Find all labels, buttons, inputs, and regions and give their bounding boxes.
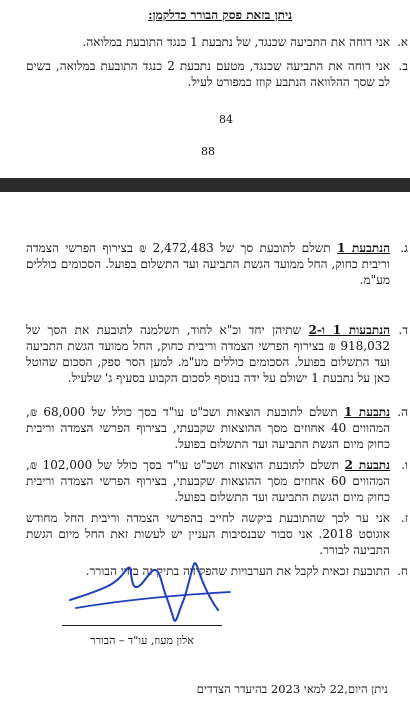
- arbitrator-name: אלון מעוז, עו"ד – הבורר: [90, 634, 194, 647]
- item-text: שתיהן יחד וכ"א לחוד, תשלמנה לתובעת את הסך של 918,032 ₪ בצירוף הפרשי הצמדה וריבית כחוק, החל ממועד הגשת התביעה ועד התשלום בפועל. הסכומים כוללים מע"מ. למען הסר ספק, הסכום שהוטל כאן על נתבעת 1 ישולם על ידה בנוסף לסכום הקבוע בסעיף ג' שלעיל.: [26, 323, 390, 385]
- given-date-line: ניתן היום,22 למאי 2023 בהיעדר הצדדים: [196, 682, 388, 696]
- item-label: ג.: [400, 241, 408, 255]
- item-label: ו.: [401, 458, 408, 472]
- ruling-item-a: [26, 34, 408, 50]
- page-divider: [0, 178, 410, 192]
- ruling-item-f: [26, 457, 408, 505]
- item-label: ז.: [400, 511, 408, 525]
- page-bottom: [0, 192, 410, 701]
- ruling-item-g: [26, 510, 408, 558]
- item-label: ב.: [398, 59, 408, 73]
- page-top: [0, 0, 410, 178]
- page-number: 84: [219, 113, 233, 126]
- item-party: נתבעת 2: [344, 458, 390, 472]
- ruling-item-b: [26, 58, 408, 90]
- item-text: אני דוחה את התביעה שכנגד, מטעם נתבעת 2 כנגד התובעת במלואה, בשים לב שסך ההלוואה הנתבע קוזז כמפורט לעיל.: [26, 59, 390, 89]
- item-text: תשלם לתובעת הוצאות ושכ"ט עו"ד בסך כולל של 102,000 ₪, המהווים 60 אחוזים מסך ההוצאות שקבעתי, בצירוף הפרשי הצמדה וריבית כחוק מיום הגשת התביעה ועד התשלום בפועל.: [26, 458, 391, 504]
- item-text: תשלם לתובעת סך של 2,472,483 ₪ בצירוף הפרשי הצמדה וריבית כחוק, החל ממועד הגשת התביעה ועד התשלום בפועל. הסכומים כוללים מע"מ.: [26, 241, 390, 287]
- ruling-item-d: [26, 322, 408, 386]
- item-text: אני ער לכך שהתובעת ביקשה לחייב בהפרשי הצמדה וריבית החל מחודש אוגוסט 2018. אני סבור שבנסיבות העניין יש לעשות זאת החל מיום הגשת התביעה לבורר.: [26, 511, 391, 557]
- item-label: ח.: [397, 564, 408, 578]
- item-text: אני דוחה את התביעה שכנגד, של נתבעת 1 כנגד התובעת במלואה.: [82, 35, 390, 49]
- item-label: ה.: [397, 405, 408, 419]
- ruling-item-e: [26, 404, 408, 452]
- signature-line: [62, 625, 222, 626]
- item-text: התובעת זכאית לקבל את הערבויות שהפקידה בתיק זה בידי הבורר.: [85, 564, 390, 578]
- item-party: נתבעת 1: [343, 405, 390, 419]
- item-party: הנתבעת 1: [336, 241, 391, 255]
- page-number: 88: [201, 145, 215, 158]
- item-party: הנתבעות 1 ו-2: [308, 323, 391, 337]
- ruling-heading: ניתן בזאת פסק הבורר כדלקמן:: [148, 8, 292, 22]
- signature-scribble: [62, 556, 252, 628]
- item-label: א.: [396, 35, 408, 49]
- ruling-item-c: [26, 240, 408, 288]
- item-text: תשלם לתובעת הוצאות ושכ"ט עו"ד בסך כולל של 68,000 ₪, המהווים 40 אחוזים מסך ההוצאות שקבעתי, בצירוף הפרשי הצמדה וריבית כחוק מיום הגשת התביעה ועד התשלום בפועל.: [26, 405, 391, 451]
- item-label: ד.: [398, 323, 408, 337]
